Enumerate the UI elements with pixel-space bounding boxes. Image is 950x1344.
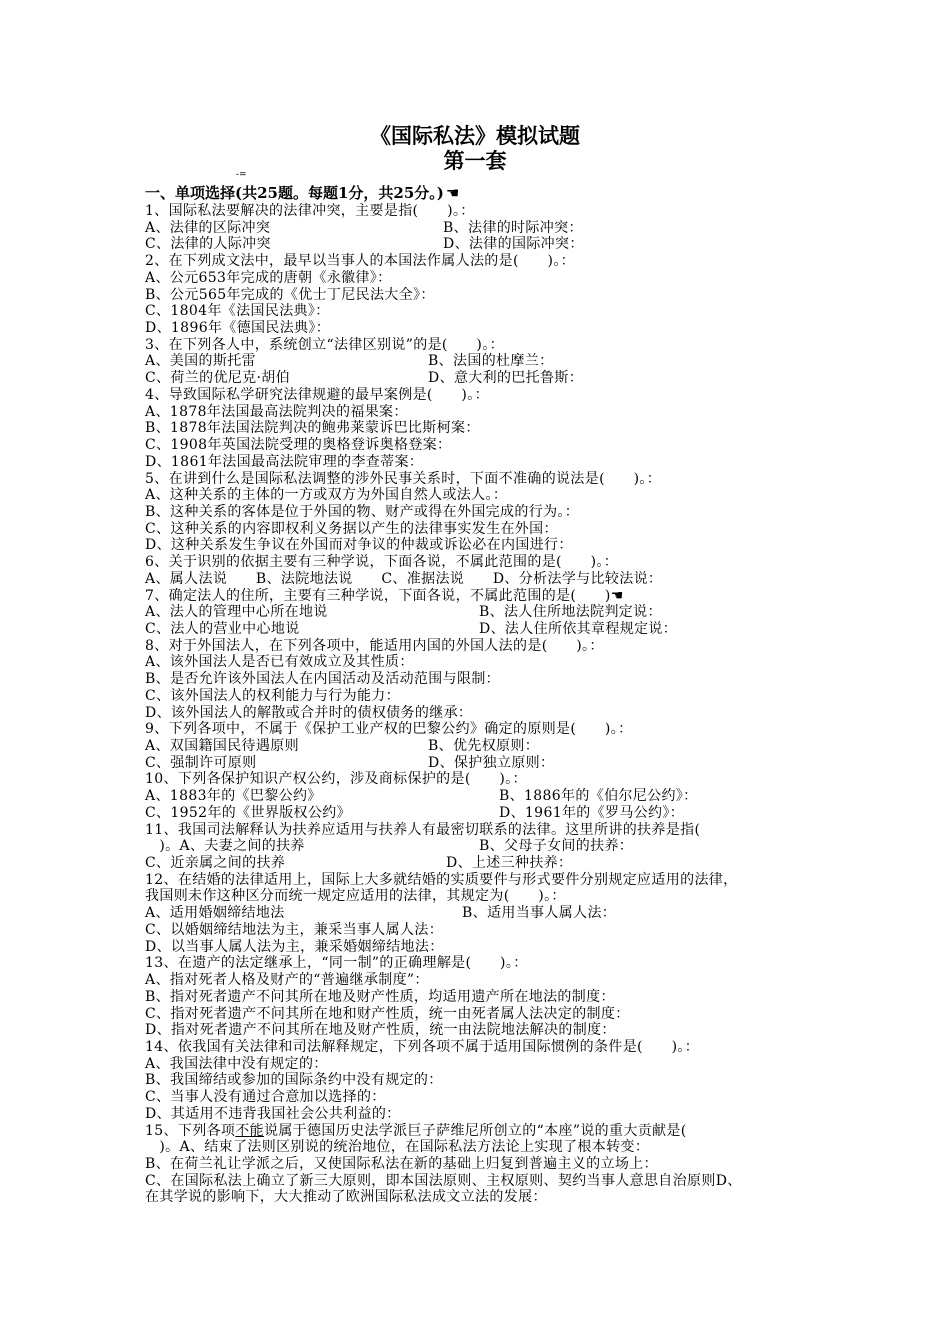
line-text: 13、在遗产的法定继承上，“同一制”的正确理解是( )。： <box>145 955 528 972</box>
line-text: 我国则未作这种区分而统一规定应适用的法律，其规定为( )。： <box>145 888 566 905</box>
text-line <box>145 203 815 220</box>
text-line <box>145 353 815 370</box>
option-right: B、法国的杜摩兰： <box>428 353 554 370</box>
line-text: B、这种关系的客体是位于外国的物、财产或得在外国完成的行为。： <box>145 503 580 520</box>
line-text: B、我国缔结或参加的国际条约中没有规定的： <box>145 1072 443 1089</box>
text-line <box>145 1039 815 1056</box>
text-line <box>145 604 815 621</box>
line-text: C、法律的人际冲突 <box>145 236 271 253</box>
line-text: C、该外国法人的权利能力与行为能力： <box>145 687 401 704</box>
exam-subtitle: 第一套 <box>443 148 507 173</box>
text-line <box>145 404 815 421</box>
line-text: C、当事人没有通过合意加以选择的： <box>145 1089 386 1106</box>
line-text: C、近亲属之间的扶养 <box>145 855 286 872</box>
line-text: 9、下列各项中，不属于《保护工业产权的巴黎公约》确定的原则是( )。： <box>145 721 633 738</box>
text-line <box>145 838 815 855</box>
text-line <box>145 437 815 454</box>
option-right: B、优先权原则： <box>428 738 540 754</box>
text-line <box>145 955 815 972</box>
text-line <box>145 705 815 722</box>
line-text: A、双国籍国民待遇原则 <box>145 738 299 754</box>
line-text: A、公元653年完成的唐朝《永徽律》： <box>145 269 392 286</box>
text-line <box>145 771 815 788</box>
text-line <box>145 855 815 872</box>
option-right: D、上述三种扶养： <box>446 855 573 872</box>
text-line <box>145 905 815 922</box>
option-right: B、适用当事人属人法： <box>462 905 617 922</box>
option-right: D、1961年的《罗马公约》： <box>499 804 685 821</box>
option-right: D、意大利的巴托鲁斯： <box>428 370 584 387</box>
line-text: C、强制许可原则 <box>145 754 257 771</box>
line-text: D、1896年《德国民法典》： <box>145 320 331 337</box>
line-text: C、这种关系的内容即权利义务据以产生的法律事实发生在外国： <box>145 520 558 537</box>
text-line <box>145 972 815 989</box>
section-heading <box>145 185 459 202</box>
option-right: B、法律的时际冲突： <box>443 219 583 236</box>
text-line <box>145 755 815 772</box>
option-right: B、父母子女间的扶养： <box>479 838 634 855</box>
line-text: C、1804年《法国民法典》： <box>145 303 330 320</box>
question-list <box>145 203 815 1206</box>
text-line <box>145 1123 815 1140</box>
text-line <box>145 688 815 705</box>
line-text: 14、依我国有关法律和司法解释规定，下列各项不属于适用国际惯例的条件是( )。： <box>145 1038 700 1055</box>
option-right: D、法人住所依其章程规定说： <box>479 620 678 637</box>
text-line <box>145 1139 815 1156</box>
text-line <box>145 1106 815 1123</box>
text-line <box>145 320 815 337</box>
text-line <box>145 1089 815 1106</box>
line-text: 15、下列各项不能说属于德国历史法学派巨子萨维尼所创立的“本座”说的重大贡献是( <box>145 1122 687 1139</box>
text-line <box>145 420 815 437</box>
pointing-hand-icon: ☚ <box>445 184 460 202</box>
line-text: A、适用婚姻缔结地法 <box>145 905 285 922</box>
text-line <box>145 872 815 889</box>
option-right: D、法律的国际冲突： <box>443 236 584 253</box>
text-line <box>145 571 815 588</box>
text-line <box>145 805 815 822</box>
line-text: 12、在结婚的法律适用上，国际上大多就结婚的实质要件与形式要件分别规定应适用的法律， <box>145 871 738 888</box>
option-right: D、保护独立原则： <box>428 754 555 771</box>
small-mark: -= <box>236 170 247 180</box>
line-text: D、以当事人属人法为主，兼采婚姻缔结地法： <box>145 938 444 955</box>
option-right: B、1886年的《伯尔尼公约》： <box>499 788 698 805</box>
text-line <box>145 1189 815 1206</box>
text-line <box>145 1072 815 1089</box>
text-line <box>145 287 815 304</box>
section-title: 一、单项选择(共25题。每题1分，共25分。) <box>145 184 444 202</box>
text-line <box>145 537 815 554</box>
text-line <box>145 270 815 287</box>
text-line <box>145 370 815 387</box>
line-text: A、我国法律中没有规定的： <box>145 1055 328 1072</box>
line-text: 7、确定法人的住所，主要有三种学说，下面各说，不属此范围的是( )☚ <box>145 587 624 604</box>
text-line <box>145 487 815 504</box>
text-line <box>145 939 815 956</box>
text-line <box>145 654 815 671</box>
text-line <box>145 721 815 738</box>
text-line <box>145 220 815 237</box>
text-line <box>145 1006 815 1023</box>
line-text: 在其学说的影响下，大大推动了欧洲国际私法成文立法的发展： <box>145 1189 547 1206</box>
line-text: 1、国际私法要解决的法律冲突，主要是指( )。： <box>145 203 475 219</box>
line-text: 5、在讲到什么是国际私法调整的涉外民事关系时，下面不准确的说法是( )。： <box>145 470 662 487</box>
line-text: A、指对死者人格及财产的“普遍继承制度”： <box>145 972 429 989</box>
line-text: B、指对死者遗产不问其所在地及财产性质，均适用遗产所在地法的制度： <box>145 988 615 1005</box>
line-text: B、公元565年完成的《优士丁尼民法大全》： <box>145 286 435 303</box>
text-line <box>145 989 815 1006</box>
line-text: A、美国的斯托雷 <box>145 353 256 370</box>
text-line <box>145 1056 815 1073</box>
line-text: A、这种关系的主体的一方或双方为外国自然人或法人。： <box>145 487 508 504</box>
line-text: )。A、夫妻之间的扶养 <box>145 838 305 855</box>
line-text: A、1878年法国最高法院判决的福果案： <box>145 403 408 420</box>
text-line <box>145 1156 815 1173</box>
line-text: 6、关于识别的依据主要有三种学说，下面各说，不属此范围的是( )。： <box>145 554 619 571</box>
line-text: D、该外国法人的解散或合并时的债权债务的继承： <box>145 704 473 721</box>
text-line <box>145 303 815 320</box>
text-line <box>145 1173 815 1190</box>
text-line <box>145 621 815 638</box>
text-line <box>145 671 815 688</box>
line-text: A、该外国法人是否已有效成立及其性质： <box>145 654 414 671</box>
line-text: 8、对于外国法人，在下列各项中，能适用内国的外国人法的是( )。： <box>145 637 604 654</box>
line-text: 10、下列各保护知识产权公约，涉及商标保护的是( )。： <box>145 771 527 788</box>
line-text: 2、在下列成文法中，最早以当事人的本国法作属人法的是( )。： <box>145 253 576 270</box>
text-line <box>145 554 815 571</box>
exam-title: 《国际私法》模拟试题 <box>370 123 580 148</box>
underlined-text: 不能 <box>235 1122 264 1139</box>
line-text-tail: 说属于德国历史法学派巨子萨维尼所创立的“本座”说的重大贡献是( <box>263 1122 687 1139</box>
line-text: C、法人的营业中心地说 <box>145 620 300 637</box>
line-text: C、1908年英国法院受理的奥格登诉奥格登案： <box>145 437 452 454</box>
text-line <box>145 454 815 471</box>
text-line <box>145 922 815 939</box>
line-text: C、在国际私法上确立了新三大原则，即本国法原则、主权原则、契约当事人意思自治原则D、 <box>145 1172 742 1189</box>
text-line <box>145 1022 815 1039</box>
line-text: D、1861年法国最高法院审理的李查蒂案： <box>145 453 424 470</box>
text-line <box>145 387 815 404</box>
text-line <box>145 588 815 605</box>
line-text: A、属人法说 B、法院地法说 C、准据法说 D、分析法学与比较法说： <box>145 570 663 587</box>
line-text: 4、导致国际私学研究法律规避的最早案例是( )。： <box>145 386 489 403</box>
line-text: B、1878年法国法院判决的鲍弗莱蒙诉巴比斯柯案： <box>145 420 480 437</box>
text-line <box>145 253 815 270</box>
line-text: D、这种关系发生争议在外国而对争议的仲裁或诉讼必在内国进行： <box>145 537 573 554</box>
text-line <box>145 738 815 755</box>
line-text: D、指对死者遗产不问其所在地及财产性质，统一由法院地法解决的制度： <box>145 1022 616 1039</box>
text-line <box>145 638 815 655</box>
line-text: )。A、结束了法则区别说的统治地位，在国际私法方法论上实现了根本转变： <box>145 1139 650 1156</box>
text-line <box>145 822 815 839</box>
line-text: A、法人的管理中心所在地说 <box>145 604 328 621</box>
text-line <box>145 504 815 521</box>
line-text: 3、在下列各人中，系统创立“法律区别说”的是( )。： <box>145 336 504 353</box>
text-line <box>145 521 815 538</box>
line-text: 11、我国司法解释认为扶养应适用与扶养人有最密切联系的法律。这里所讲的扶养是指( <box>145 821 701 838</box>
text-line <box>145 337 815 354</box>
line-text: B、是否允许该外国法人在内国活动及活动范围与限制： <box>145 671 501 688</box>
line-text: C、1952年的《世界版权公约》 <box>145 804 351 821</box>
line-text: B、在荷兰礼让学派之后，又使国际私法在新的基础上归复到普遍主义的立场上： <box>145 1155 658 1172</box>
text-line <box>145 471 815 488</box>
text-line <box>145 888 815 905</box>
option-right: B、法人住所地法院判定说： <box>479 604 662 621</box>
line-text: A、法律的区际冲突 <box>145 219 271 236</box>
line-text: D、其适用不违背我国社会公共利益的： <box>145 1105 401 1122</box>
line-text: C、以婚姻缔结地法为主，兼采当事人属人法： <box>145 921 444 938</box>
text-line <box>145 236 815 253</box>
text-line <box>145 788 815 805</box>
line-text: A、1883年的《巴黎公约》 <box>145 788 322 805</box>
line-text: C、荷兰的优尼克·胡伯 <box>145 370 291 387</box>
line-text: C、指对死者遗产不问其所在地和财产性质，统一由死者属人法决定的制度： <box>145 1005 630 1022</box>
